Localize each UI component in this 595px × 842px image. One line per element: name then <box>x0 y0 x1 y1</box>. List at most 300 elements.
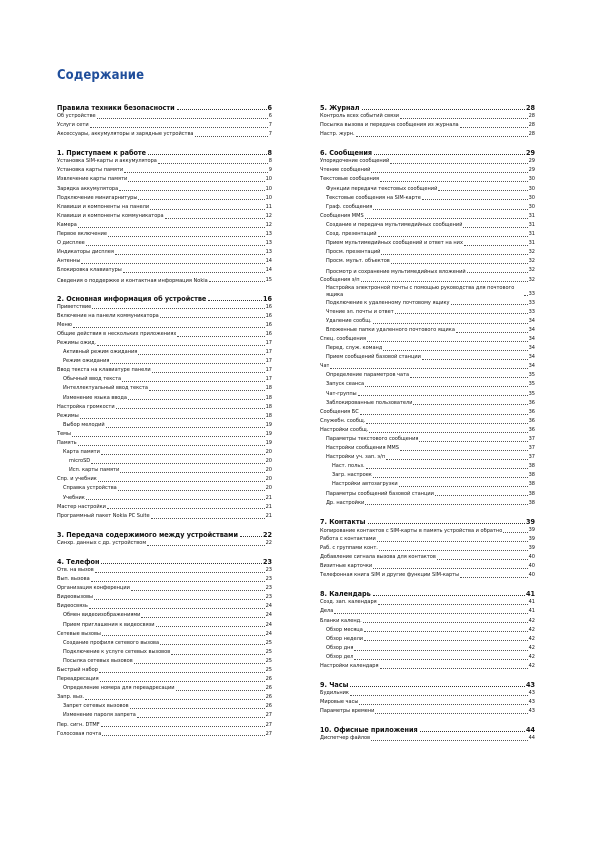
toc-entry[interactable] <box>57 503 272 512</box>
entry-title: Перед. служ. команд <box>326 345 383 352</box>
toc-entry[interactable] <box>57 457 272 466</box>
entry-page-number: 14 <box>265 258 272 265</box>
entry-page-number: 21 <box>265 503 272 510</box>
dot-leader <box>364 631 528 632</box>
entry-page-number: 35 <box>528 372 535 379</box>
entry-page-number: 36 <box>528 408 535 415</box>
toc-section-heading[interactable] <box>57 557 272 566</box>
dot-leader <box>460 127 528 128</box>
toc-section-heading[interactable] <box>57 530 272 539</box>
toc-entry[interactable] <box>57 212 272 221</box>
toc-entry[interactable] <box>320 121 535 130</box>
toc-entry[interactable] <box>320 426 535 435</box>
toc-entry[interactable] <box>320 598 535 607</box>
toc-entry[interactable] <box>57 276 272 285</box>
entry-page-number: 18 <box>265 385 272 392</box>
entry-page-number: 28 <box>528 122 535 129</box>
entry-title: Аксессуары, аккумуляторы и зарядные устройства <box>57 131 194 138</box>
toc-entry[interactable] <box>57 693 272 702</box>
dot-leader <box>359 704 527 705</box>
entry-title: Загр. настроек <box>332 472 372 479</box>
toc-entry[interactable] <box>57 375 272 384</box>
dot-leader <box>98 481 265 482</box>
entry-title: Запрет сетевых вызовов <box>63 703 129 710</box>
dot-leader <box>400 118 528 119</box>
entry-title: Бланки календ. <box>320 617 362 624</box>
toc-entry[interactable] <box>57 639 272 648</box>
dot-leader <box>386 459 527 460</box>
entry-page-number: 23 <box>265 576 272 583</box>
entry-title: Мировые часы <box>320 699 359 706</box>
dot-leader <box>463 227 527 228</box>
toc-entry[interactable] <box>57 384 272 393</box>
entry-title: Будильник <box>320 690 349 697</box>
toc-entry[interactable] <box>57 303 272 312</box>
entry-title: Создание профиля сетевого вызова <box>63 639 160 646</box>
toc-entry[interactable] <box>320 617 535 626</box>
dot-leader <box>366 423 527 424</box>
toc-entry[interactable] <box>320 308 535 317</box>
entry-page-number: 35 <box>528 390 535 397</box>
entry-title: Активный режим ожидания <box>63 349 138 356</box>
toc-entry[interactable] <box>320 112 535 121</box>
entry-page-number: 31 <box>528 231 535 238</box>
toc-entry[interactable] <box>57 494 272 503</box>
toc-section <box>320 680 535 716</box>
toc-entry[interactable] <box>320 553 535 562</box>
toc-entry[interactable] <box>320 221 535 230</box>
entry-title: Пер. сигн. DTMF <box>57 721 100 728</box>
toc-entry[interactable] <box>57 675 272 684</box>
toc-entry[interactable] <box>320 571 535 580</box>
entry-title: microSD <box>69 458 91 465</box>
toc-section <box>320 725 535 743</box>
toc-entry[interactable] <box>57 157 272 166</box>
entry-title: Приветствие <box>57 303 92 310</box>
entry-page-number: 42 <box>528 644 535 651</box>
entry-title: Просм. мульт. объектов <box>326 258 390 265</box>
section-page-number: 29 <box>526 148 535 158</box>
toc-entry[interactable] <box>320 130 535 139</box>
toc-entry[interactable] <box>57 611 272 620</box>
toc-entry[interactable] <box>57 248 272 257</box>
dot-leader <box>364 640 528 641</box>
section-page-number: 44 <box>526 725 535 735</box>
toc-section <box>320 589 535 671</box>
entry-page-number: 42 <box>528 662 535 669</box>
dot-leader <box>379 550 528 551</box>
entry-title: Параметры текстового сообщения <box>326 436 419 442</box>
entry-page-number: 38 <box>528 499 535 506</box>
entry-title: Функции передачи текстовых сообщений <box>326 185 438 192</box>
toc-entry[interactable] <box>320 326 535 335</box>
entry-title: Обзор месяца <box>326 626 363 633</box>
entry-page-number: 23 <box>265 594 272 601</box>
toc-entry[interactable] <box>320 399 535 408</box>
entry-page-number: 10 <box>265 176 272 183</box>
toc-entry[interactable] <box>320 344 535 353</box>
dot-leader <box>72 436 265 437</box>
toc-entry[interactable] <box>57 602 272 611</box>
toc-entry[interactable] <box>320 390 535 399</box>
entry-page-number: 37 <box>528 436 535 442</box>
entry-page-number: 12 <box>265 221 272 228</box>
toc-section <box>320 103 535 139</box>
dot-leader <box>399 486 528 487</box>
toc-entry[interactable] <box>320 490 535 499</box>
toc-entry[interactable] <box>320 408 535 417</box>
entry-title: Камера <box>57 221 77 228</box>
toc-entry[interactable] <box>57 357 272 366</box>
toc-entry[interactable] <box>320 285 535 299</box>
dot-leader <box>358 395 528 396</box>
toc-entry[interactable] <box>320 335 535 344</box>
dot-leader <box>373 323 528 324</box>
dot-leader <box>91 581 265 582</box>
toc-entry[interactable] <box>320 257 535 266</box>
entry-page-number: 27 <box>265 712 272 719</box>
entry-page-number: 18 <box>265 403 272 410</box>
dot-leader <box>156 626 265 627</box>
toc-section-heading[interactable] <box>320 589 535 598</box>
dot-leader <box>90 127 268 128</box>
toc-entry[interactable] <box>57 230 272 239</box>
toc-entry[interactable] <box>57 112 272 121</box>
dot-leader <box>171 654 264 655</box>
toc-entry[interactable] <box>57 121 272 130</box>
toc-section-heading[interactable] <box>320 680 535 689</box>
toc-entry[interactable] <box>320 453 535 462</box>
entry-page-number: 24 <box>265 621 272 628</box>
toc-entry[interactable] <box>320 157 535 166</box>
entry-title: Голосовая почта <box>57 730 102 737</box>
dot-leader <box>128 181 264 182</box>
toc-entry[interactable] <box>320 626 535 635</box>
toc-entry[interactable] <box>320 266 535 275</box>
entry-page-number: 8 <box>268 158 272 165</box>
entry-page-number: 30 <box>528 203 535 210</box>
entry-title: Определение номера для переадресации <box>63 685 175 692</box>
dot-leader <box>138 199 264 200</box>
entry-title: Зарядка аккумулятора <box>57 185 119 192</box>
dot-leader <box>374 154 525 155</box>
entry-page-number: 20 <box>265 467 272 474</box>
toc-section-heading[interactable] <box>320 148 535 157</box>
toc-entry[interactable] <box>320 317 535 326</box>
entry-title: Копирование контактов с SIM-карты в память устройства и обратно <box>320 527 503 534</box>
dot-leader <box>380 668 528 669</box>
dot-leader <box>422 199 528 200</box>
toc-entry[interactable] <box>57 130 272 139</box>
entry-page-number: 16 <box>265 312 272 319</box>
toc-entry[interactable] <box>320 734 535 743</box>
entry-title: Переадресация <box>57 676 99 683</box>
entry-title: Обзор недели <box>326 635 364 642</box>
dot-leader <box>420 731 525 732</box>
toc-entry[interactable] <box>320 535 535 544</box>
entry-page-number: 13 <box>265 240 272 247</box>
toc-entry[interactable] <box>57 466 272 475</box>
entry-page-number: 15 <box>265 276 272 283</box>
dot-leader <box>524 295 528 296</box>
toc-entry[interactable] <box>320 607 535 616</box>
dot-leader <box>80 418 265 419</box>
dot-leader <box>381 254 527 255</box>
dot-leader <box>101 563 262 564</box>
dot-leader <box>354 659 527 660</box>
toc-section-heading[interactable] <box>320 517 535 526</box>
entry-page-number: 39 <box>528 544 535 551</box>
toc-entry[interactable] <box>57 239 272 248</box>
toc-entry[interactable] <box>320 248 535 257</box>
toc-entry[interactable] <box>320 212 535 221</box>
toc-entry[interactable] <box>57 648 272 657</box>
dot-leader <box>151 518 265 519</box>
entry-page-number: 26 <box>265 676 272 683</box>
dot-leader <box>419 441 527 442</box>
toc-entry[interactable] <box>57 412 272 421</box>
toc-entry[interactable] <box>57 702 272 711</box>
toc-entry[interactable] <box>320 562 535 571</box>
toc-entry[interactable] <box>320 462 535 471</box>
dot-leader <box>371 172 527 173</box>
section-page-number: 16 <box>263 293 272 303</box>
toc-entry[interactable] <box>57 194 272 203</box>
toc-entry[interactable] <box>57 339 272 348</box>
toc-entry[interactable] <box>57 175 272 184</box>
toc-entry[interactable] <box>57 166 272 175</box>
entry-page-number: 17 <box>265 339 272 346</box>
entry-page-number: 42 <box>528 653 535 660</box>
dot-leader <box>467 272 528 273</box>
toc-entry[interactable] <box>320 707 535 716</box>
toc-entry[interactable] <box>57 330 272 339</box>
toc-entry[interactable] <box>320 544 535 553</box>
toc-section-heading[interactable] <box>57 103 272 112</box>
entry-title: Текстовые сообщения <box>320 176 380 183</box>
entry-title: Учебник <box>63 494 85 501</box>
toc-entry[interactable] <box>320 444 535 453</box>
entry-title: Телефонная книга SIM и другие функции SIM-карты <box>320 572 460 579</box>
entry-title: Диспетчер файлов <box>320 735 371 742</box>
entry-title: Раб. с группами конт. <box>320 544 378 551</box>
entry-page-number: 29 <box>528 158 535 165</box>
section-title: Правила техники безопасности <box>57 103 175 112</box>
entry-page-number: 32 <box>528 267 535 274</box>
dot-leader <box>377 541 528 542</box>
toc-entry[interactable] <box>320 471 535 480</box>
entry-page-number: 25 <box>265 666 272 673</box>
toc-entry[interactable] <box>57 730 272 739</box>
dot-leader <box>99 672 265 673</box>
toc-entry[interactable] <box>320 698 535 707</box>
dot-leader <box>85 699 264 700</box>
entry-page-number: 20 <box>265 485 272 492</box>
entry-title: Интеллектуальный ввод текста <box>63 385 148 392</box>
toc-entry[interactable] <box>320 175 535 184</box>
toc-entry[interactable] <box>57 266 272 275</box>
toc-entry[interactable] <box>320 662 535 671</box>
toc-entry[interactable] <box>57 403 272 412</box>
dot-leader <box>147 545 264 546</box>
entry-title: Настр. журн. <box>320 131 355 138</box>
toc-entry[interactable] <box>57 721 272 730</box>
entry-title: Сведения о поддержке и контактная информация Nokia <box>57 277 208 284</box>
toc-entry[interactable] <box>320 417 535 426</box>
toc-section-heading[interactable] <box>320 103 535 112</box>
toc-entry[interactable] <box>57 321 272 330</box>
toc-entry[interactable] <box>57 421 272 430</box>
dot-leader <box>78 445 265 446</box>
entry-page-number: 21 <box>265 512 272 519</box>
entry-title: Обзор дел <box>326 653 354 660</box>
toc-entry[interactable] <box>57 221 272 230</box>
section-page-number: 23 <box>263 556 272 566</box>
toc-entry[interactable] <box>57 711 272 720</box>
toc-entry[interactable] <box>57 666 272 675</box>
dot-leader <box>95 572 265 573</box>
entry-title: Чтение сообщений <box>320 167 371 174</box>
toc-entry[interactable] <box>320 635 535 644</box>
toc-entry[interactable] <box>57 439 272 448</box>
toc-entry[interactable] <box>57 484 272 493</box>
toc-entry[interactable] <box>57 584 272 593</box>
toc-entry[interactable] <box>57 394 272 403</box>
entry-title: Карта памяти <box>63 449 100 456</box>
dot-leader <box>354 650 527 651</box>
entry-title: Клавиши и компоненты на панели <box>57 203 150 210</box>
entry-title: Вложенные папки удаленного почтового ящика <box>326 326 455 333</box>
toc-entry[interactable] <box>57 630 272 639</box>
toc-entry[interactable] <box>320 480 535 489</box>
toc-entry[interactable] <box>57 539 272 548</box>
toc-section <box>57 557 272 739</box>
dot-leader <box>460 577 528 578</box>
toc-entry[interactable] <box>320 435 535 444</box>
dot-leader <box>116 408 265 409</box>
toc-entry[interactable] <box>320 194 535 203</box>
toc-entry[interactable] <box>57 312 272 321</box>
entry-page-number: 28 <box>528 131 535 138</box>
toc-entry[interactable] <box>57 593 272 602</box>
toc-entry[interactable] <box>320 276 535 285</box>
toc-entry[interactable] <box>320 644 535 653</box>
toc-entry[interactable] <box>320 499 535 508</box>
toc-section-heading[interactable] <box>320 725 535 734</box>
dot-leader <box>122 381 265 382</box>
entry-title: Обзор дня <box>326 644 354 651</box>
toc-entry[interactable] <box>57 566 272 575</box>
entry-title: Просмотр и сохранение мультимедийных вложений <box>326 268 466 275</box>
dot-leader <box>464 245 528 246</box>
entry-page-number: 34 <box>528 354 535 361</box>
toc-entry[interactable] <box>57 366 272 375</box>
toc-section <box>57 103 272 139</box>
toc-section-heading[interactable] <box>57 148 272 157</box>
dot-leader <box>367 341 528 342</box>
toc-entry[interactable] <box>57 684 272 693</box>
toc-entry[interactable] <box>57 185 272 194</box>
entry-title: Клавиши и компоненты коммуникатора <box>57 212 164 219</box>
entry-page-number: 13 <box>265 231 272 238</box>
toc-entry[interactable] <box>320 353 535 362</box>
entry-page-number: 26 <box>265 694 272 701</box>
entry-page-number: 42 <box>528 617 535 624</box>
dot-leader <box>365 386 528 387</box>
dot-leader <box>368 523 526 524</box>
entry-title: Сообщения БС <box>320 408 359 415</box>
dot-leader <box>503 532 527 533</box>
dot-leader <box>383 350 527 351</box>
entry-title: Удаление сообщ. <box>326 317 372 324</box>
toc-entry[interactable] <box>320 380 535 389</box>
toc-entry[interactable] <box>320 203 535 212</box>
dot-leader <box>209 281 265 282</box>
toc-entry[interactable] <box>57 512 272 521</box>
toc-entry[interactable] <box>320 239 535 248</box>
toc-entry[interactable] <box>320 299 535 308</box>
entry-title: Услуги сети <box>57 122 89 129</box>
entry-page-number: 17 <box>265 358 272 365</box>
toc-entry[interactable] <box>57 621 272 630</box>
page-title: Содержание <box>57 68 145 83</box>
dot-leader <box>422 359 528 360</box>
toc-entry[interactable] <box>320 230 535 239</box>
toc-entry[interactable] <box>320 371 535 380</box>
dot-leader <box>102 635 265 636</box>
dot-leader <box>373 477 528 478</box>
dot-leader <box>380 181 528 182</box>
dot-leader <box>119 190 264 191</box>
toc-entry[interactable] <box>320 653 535 662</box>
dot-leader <box>91 463 264 464</box>
dot-leader <box>134 663 265 664</box>
entry-page-number: 32 <box>528 276 535 283</box>
entry-page-number: 32 <box>528 258 535 265</box>
dot-leader <box>94 599 265 600</box>
toc-entry[interactable] <box>57 430 272 439</box>
toc-column-left <box>57 103 272 748</box>
toc-entry[interactable] <box>320 166 535 175</box>
dot-leader <box>350 686 525 687</box>
toc-entry[interactable] <box>57 203 272 212</box>
toc-entry[interactable] <box>57 657 272 666</box>
dot-leader <box>115 254 265 255</box>
entry-page-number: 34 <box>528 326 535 333</box>
dot-leader <box>365 504 527 505</box>
entry-page-number: 10 <box>265 185 272 192</box>
entry-title: Выбор мелодий <box>63 421 105 428</box>
toc-entry[interactable] <box>57 575 272 584</box>
toc-entry[interactable] <box>320 526 535 535</box>
toc-entry[interactable] <box>57 448 272 457</box>
dot-leader <box>100 681 265 682</box>
toc-section-heading[interactable] <box>57 294 272 303</box>
entry-page-number: 16 <box>265 303 272 310</box>
toc-section <box>57 294 272 521</box>
toc-entry[interactable] <box>57 475 272 484</box>
entry-page-number: 21 <box>265 494 272 501</box>
toc-entry[interactable] <box>320 362 535 371</box>
entry-title: Подключение к услуге сетевых вызовов <box>63 648 171 655</box>
toc-entry[interactable] <box>320 185 535 194</box>
entry-title: Индикаторы дисплея <box>57 249 114 256</box>
toc-entry[interactable] <box>57 348 272 357</box>
entry-title: Подключение минигарнитуры <box>57 194 138 201</box>
entry-page-number: 31 <box>528 212 535 219</box>
toc-entry[interactable] <box>320 689 535 698</box>
toc-entry[interactable] <box>57 257 272 266</box>
